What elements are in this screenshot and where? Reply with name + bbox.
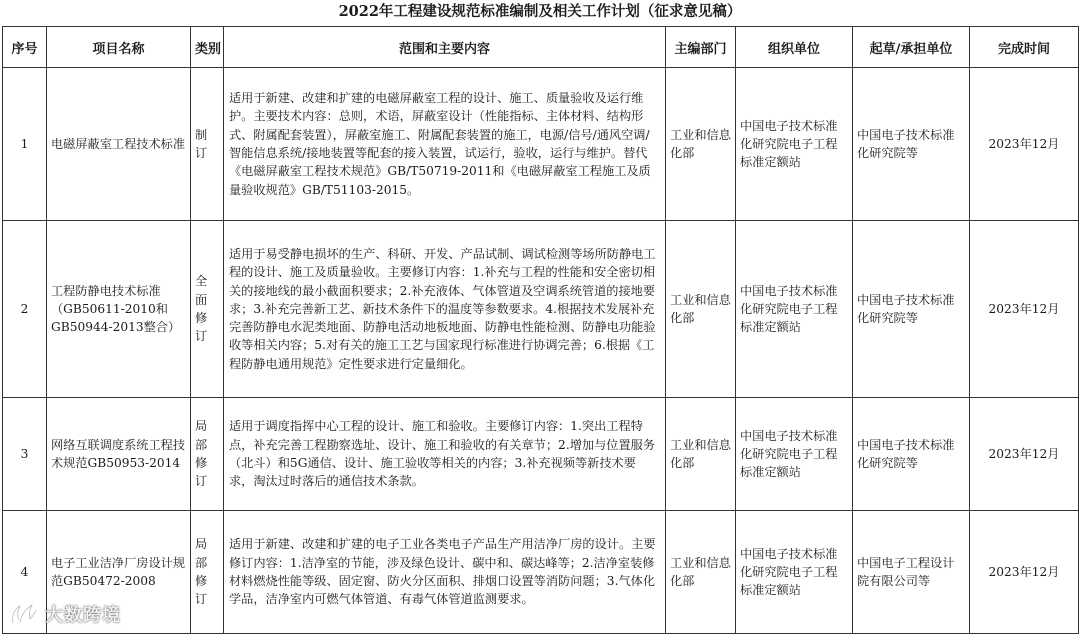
cell-no: 3	[3, 398, 47, 511]
cell-category: 局部修订	[191, 511, 224, 634]
cell-date: 2023年12月	[970, 68, 1079, 221]
table-row	[3, 68, 1079, 221]
cell-drafter: 中国电子工程设计院有限公司等	[853, 511, 970, 634]
cell-org: 中国电子技术标准化研究院电子工程标准定额站	[736, 68, 853, 221]
cell-no: 1	[3, 68, 47, 221]
header-date: 完成时间	[970, 27, 1079, 68]
cell-name: 工程防静电技术标准（GB50611-2010和GB50944-2013整合）	[47, 221, 191, 398]
header-name: 项目名称	[47, 27, 191, 68]
cell-name: 电磁屏蔽室工程技术标准	[47, 68, 191, 221]
header-dept: 主编部门	[666, 27, 736, 68]
cell-category: 局部修订	[191, 398, 224, 511]
cell-dept: 工业和信息化部	[666, 221, 736, 398]
header-category: 类别	[191, 27, 224, 68]
logo-icon	[8, 599, 40, 629]
cell-org: 中国电子技术标准化研究院电子工程标准定额站	[736, 221, 853, 398]
header-content: 范围和主要内容	[224, 27, 666, 68]
cell-name: 电子工业洁净厂房设计规范GB50472-2008	[47, 511, 191, 634]
cell-name: 网络互联调度系统工程技术规范GB50953-2014	[47, 398, 191, 511]
cell-content: 适用于易受静电损坏的生产、科研、开发、产品试制、调试检测等场所防静电工程的设计、施工及质量验收。主要修订内容：1.补充与工程的性能和安全密切相关的接地线的最小截面积要求；2.补充液体、气体管道及空调系统管道的接地要求；3.补充完善新工艺、新技术条件下的温度等参数要求。4.根据技术发展补充完善防静电水泥类地面、防静电活动地板地面、防静电性能检测、防静电功能验收等相关内容；5.对有关的施工工艺与国家现行标准进行协调完善；6.根据《工程防静电通用规范》定性要求进行定量细化。	[224, 221, 666, 398]
cell-dept: 工业和信息化部	[666, 68, 736, 221]
watermark-text: 大数跨境	[45, 605, 121, 626]
cell-dept: 工业和信息化部	[666, 511, 736, 634]
cell-date: 2023年12月	[970, 398, 1079, 511]
header-drafter: 起草/承担单位	[853, 27, 970, 68]
table-row	[3, 398, 1079, 511]
cell-no: 2	[3, 221, 47, 398]
cell-drafter: 中国电子技术标准化研究院等	[853, 68, 970, 221]
header-no: 序号	[3, 27, 47, 68]
cell-org: 中国电子技术标准化研究院电子工程标准定额站	[736, 398, 853, 511]
table-row	[3, 221, 1079, 398]
document-title: 2022年工程建设规范标准编制及相关工作计划（征求意见稿）	[338, 3, 742, 20]
cell-dept: 工业和信息化部	[666, 398, 736, 511]
cell-org: 中国电子技术标准化研究院电子工程标准定额站	[736, 511, 853, 634]
plan-table	[2, 26, 1079, 634]
header-org: 组织单位	[736, 27, 853, 68]
cell-content: 适用于新建、改建和扩建的电子工业各类电子产品生产用洁净厂房的设计。主要修订内容：1.洁净室的节能，涉及绿色设计、碳中和、碳达峰等；2.洁净室装修材料燃烧性能等级、固定窗、防火分区面积、排烟口设置等消防问题；3.气体化学品，洁净室内可燃气体管道、有毒气体管道监测要求。	[224, 511, 666, 634]
cell-drafter: 中国电子技术标准化研究院等	[853, 398, 970, 511]
cell-content: 适用于调度指挥中心工程的设计、施工和验收。主要修订内容：1.突出工程特点，补充完善工程勘察选址、设计、施工和验收的有关章节；2.增加与位置服务（北斗）和5G通信、设计、施工验收等相关的内容；3.补充视频等新技术要求，淘汰过时落后的通信技术条款。	[224, 398, 666, 511]
cell-category: 全面修订	[191, 221, 224, 398]
watermark	[8, 597, 121, 631]
cell-content: 适用于新建、改建和扩建的电磁屏蔽室工程的设计、施工、质量验收及运行维护。主要技术内容：总则，术语，屏蔽室设计（性能指标、主体材料、结构形式、附属配套装置），屏蔽室施工、附属配套装置的施工，电源/信号/通风空调/智能信息系统/接地装置等配套的接入装置，试运行，验收，运行与维护。替代《电磁屏蔽室工程技术规范》GB/T50719-2011和《电磁屏蔽室工程施工及质量验收规范》GB/T51103-2015。	[224, 68, 666, 221]
cell-drafter: 中国电子技术标准化研究院等	[853, 221, 970, 398]
cell-category: 制订	[191, 68, 224, 221]
cell-date: 2023年12月	[970, 511, 1079, 634]
cell-no: 4	[3, 511, 47, 634]
cell-date: 2023年12月	[970, 221, 1079, 398]
table-row	[3, 511, 1079, 634]
header-row	[3, 27, 1079, 68]
